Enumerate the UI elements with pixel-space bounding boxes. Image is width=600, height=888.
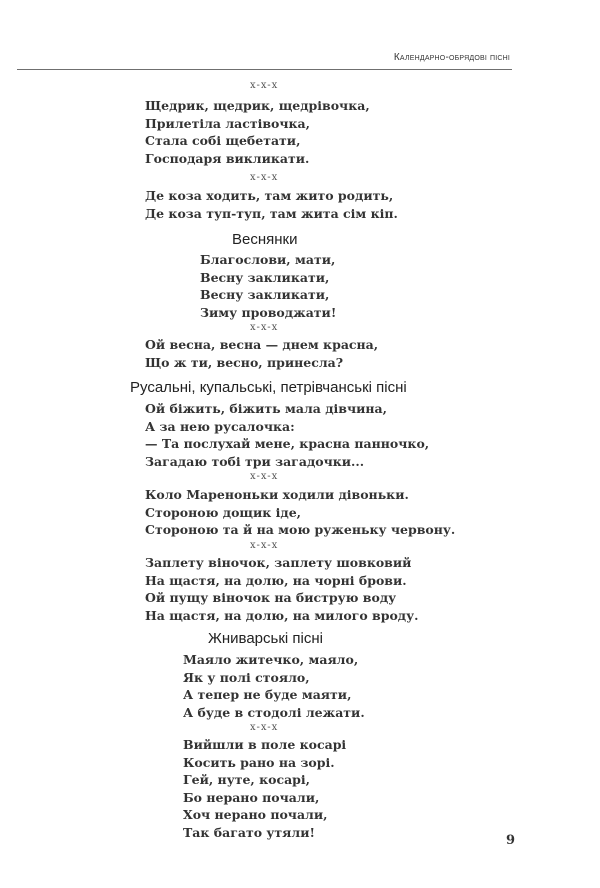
verse-line: На щастя, на долю, на чорні брови. bbox=[145, 572, 407, 588]
verse-line: Вийшли в поле косарі bbox=[183, 737, 347, 752]
verse-line: Косить рано на зорі. bbox=[183, 754, 335, 770]
verse-line: Коло Мареноньки ходили дівоньки. bbox=[145, 487, 409, 502]
verse-line: Заплету віночок, заплету шовковий bbox=[145, 555, 412, 570]
verse-oi-vesna bbox=[145, 336, 378, 371]
section-heading-zhnyvarski: Жниварські пісні bbox=[208, 630, 323, 647]
verse-line: — Та послухай мене, красна панночко, bbox=[145, 436, 430, 451]
stanza-separator: x-x-x bbox=[250, 722, 279, 733]
verse-blahoslovy bbox=[200, 251, 336, 321]
verse-line: Стала собі щебетати, bbox=[145, 133, 301, 148]
verse-oi-bizhyt bbox=[145, 400, 429, 470]
verse-line: А за нею русалочка: bbox=[145, 418, 295, 434]
verse-marenonky bbox=[145, 486, 455, 539]
verse-koza bbox=[145, 187, 398, 222]
stanza-separator: x-x-x bbox=[250, 471, 279, 482]
verse-line: Бо нерано почали, bbox=[183, 789, 320, 805]
verse-line: Весну закликати, bbox=[200, 287, 330, 302]
verse-line: Стороною та й на мою руженьку червону. bbox=[145, 522, 456, 537]
verse-line: Прилетіла ластівочка, bbox=[145, 115, 311, 131]
verse-line: Ой весна, весна — днем красна, bbox=[145, 337, 379, 352]
verse-line: Загадаю тобі три загадочки... bbox=[145, 453, 365, 469]
running-header-title: Календарно-обрядові пісні bbox=[393, 52, 510, 63]
verse-line: А тепер не буде маяти, bbox=[183, 687, 352, 702]
verse-line: Благослови, мати, bbox=[200, 252, 336, 267]
section-heading-vesnianky: Веснянки bbox=[232, 231, 298, 248]
stanza-separator: x-x-x bbox=[250, 172, 279, 183]
header-rule bbox=[17, 69, 512, 70]
verse-line: Гей, нуте, косарі, bbox=[183, 772, 311, 787]
verse-line: Господаря викликати. bbox=[145, 150, 310, 166]
verse-line: Де коза ходить, там жито родить, bbox=[145, 188, 394, 203]
section-heading-rusalni: Русальні, купальські, петрівчанські пісні bbox=[130, 379, 407, 396]
verse-line: Де коза туп-туп, там жита сім кіп. bbox=[145, 205, 398, 221]
stanza-separator: x-x-x bbox=[250, 80, 279, 91]
stanza-separator: x-x-x bbox=[250, 322, 279, 333]
verse-maialo-zhytechko bbox=[183, 651, 365, 721]
verse-line: Ой пущу віночок на биструю воду bbox=[145, 590, 397, 605]
verse-vyishly-kosari bbox=[183, 736, 346, 841]
verse-shchedryk bbox=[145, 97, 370, 167]
verse-line: Весну закликати, bbox=[200, 269, 330, 285]
verse-line: На щастя, на долю, на милого вроду. bbox=[145, 607, 419, 623]
verse-line: Маяло житечко, маяло, bbox=[183, 652, 359, 667]
verse-line: Так багато утяли! bbox=[183, 824, 315, 840]
verse-zapletu-vinochok bbox=[145, 554, 418, 624]
verse-line: Що ж ти, весно, принесла? bbox=[145, 354, 344, 370]
verse-line: Як у полі стояло, bbox=[183, 669, 310, 685]
verse-line: Хоч нерано почали, bbox=[183, 807, 328, 822]
verse-line: А буде в стодолі лежати. bbox=[183, 704, 365, 720]
verse-line: Ой біжить, біжить мала дівчина, bbox=[145, 401, 387, 416]
verse-line: Зиму проводжати! bbox=[200, 304, 337, 320]
page-number: 9 bbox=[506, 833, 516, 848]
verse-line: Щедрик, щедрик, щедрівочка, bbox=[145, 98, 370, 113]
verse-line: Стороною дощик іде, bbox=[145, 504, 301, 520]
stanza-separator: x-x-x bbox=[250, 540, 279, 551]
